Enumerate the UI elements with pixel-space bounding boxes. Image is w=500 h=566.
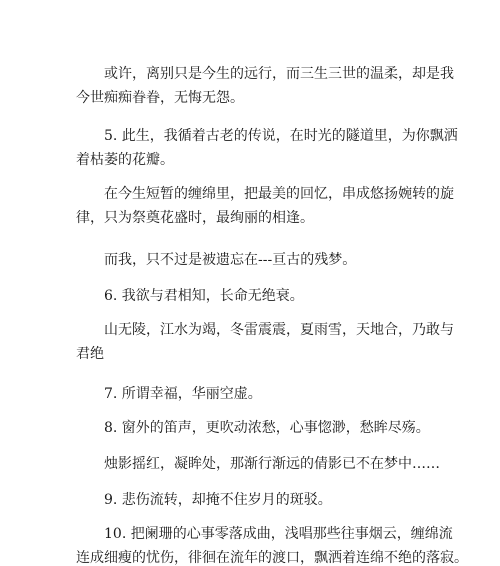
paragraph-3 — [76, 182, 454, 230]
paragraph-line: 5. 此生，我循着古老的传说，在时光的隧道里，为你飘洒 — [104, 128, 458, 144]
paragraph-4 — [76, 248, 426, 272]
paragraph-line: 君绝 — [76, 346, 104, 362]
paragraph-line: 而我，只不过是被遗忘在---亘古的残梦。 — [104, 252, 357, 268]
paragraph-line: 在今生短暂的缠绵里，把最美的回忆，串成悠扬婉转的旋 — [104, 186, 454, 202]
paragraph-11 — [76, 522, 468, 566]
paragraph-line: 着枯萎的花瓣。 — [76, 152, 174, 168]
paragraph-line: 7. 所谓幸福，华丽空虚。 — [104, 386, 262, 402]
paragraph-line: 9. 悲伤流转，却掩不住岁月的斑驳。 — [104, 492, 332, 508]
paragraph-line: 6. 我欲与君相知，长命无绝衰。 — [104, 288, 304, 304]
paragraph-2 — [76, 124, 458, 172]
paragraph-1 — [76, 62, 454, 110]
paragraph-5 — [76, 284, 426, 308]
paragraph-10 — [76, 488, 426, 512]
paragraph-line: 山无陵，江水为竭，冬雷震震，夏雨雪，天地合，乃敢与 — [104, 322, 454, 338]
paragraph-line: 连成细瘦的忧伤，徘徊在流年的渡口，飘洒着连绵不绝的落寂。 — [76, 550, 468, 566]
paragraph-9 — [76, 452, 440, 476]
paragraph-line: 8. 窗外的笛声，更吹动浓愁，心事惚渺，愁眸尽殇。 — [104, 420, 430, 436]
paragraph-line: 或许，离别只是今生的远行，而三生三世的温柔，却是我 — [104, 66, 454, 82]
paragraph-8 — [76, 416, 430, 440]
paragraph-line: 律，只为祭奠花盛时，最绚丽的相逢。 — [76, 210, 314, 226]
paragraph-line: 今世痴痴眷眷，无悔无怨。 — [76, 90, 244, 106]
paragraph-6 — [76, 318, 454, 366]
paragraph-line: 烛影摇红，凝眸处，那渐行渐远的倩影已不在梦中…… — [104, 456, 440, 472]
paragraph-7 — [76, 382, 426, 406]
paragraph-line: 10. 把阑珊的心事零落成曲，浅唱那些往事烟云，缠绵流 — [104, 526, 453, 542]
